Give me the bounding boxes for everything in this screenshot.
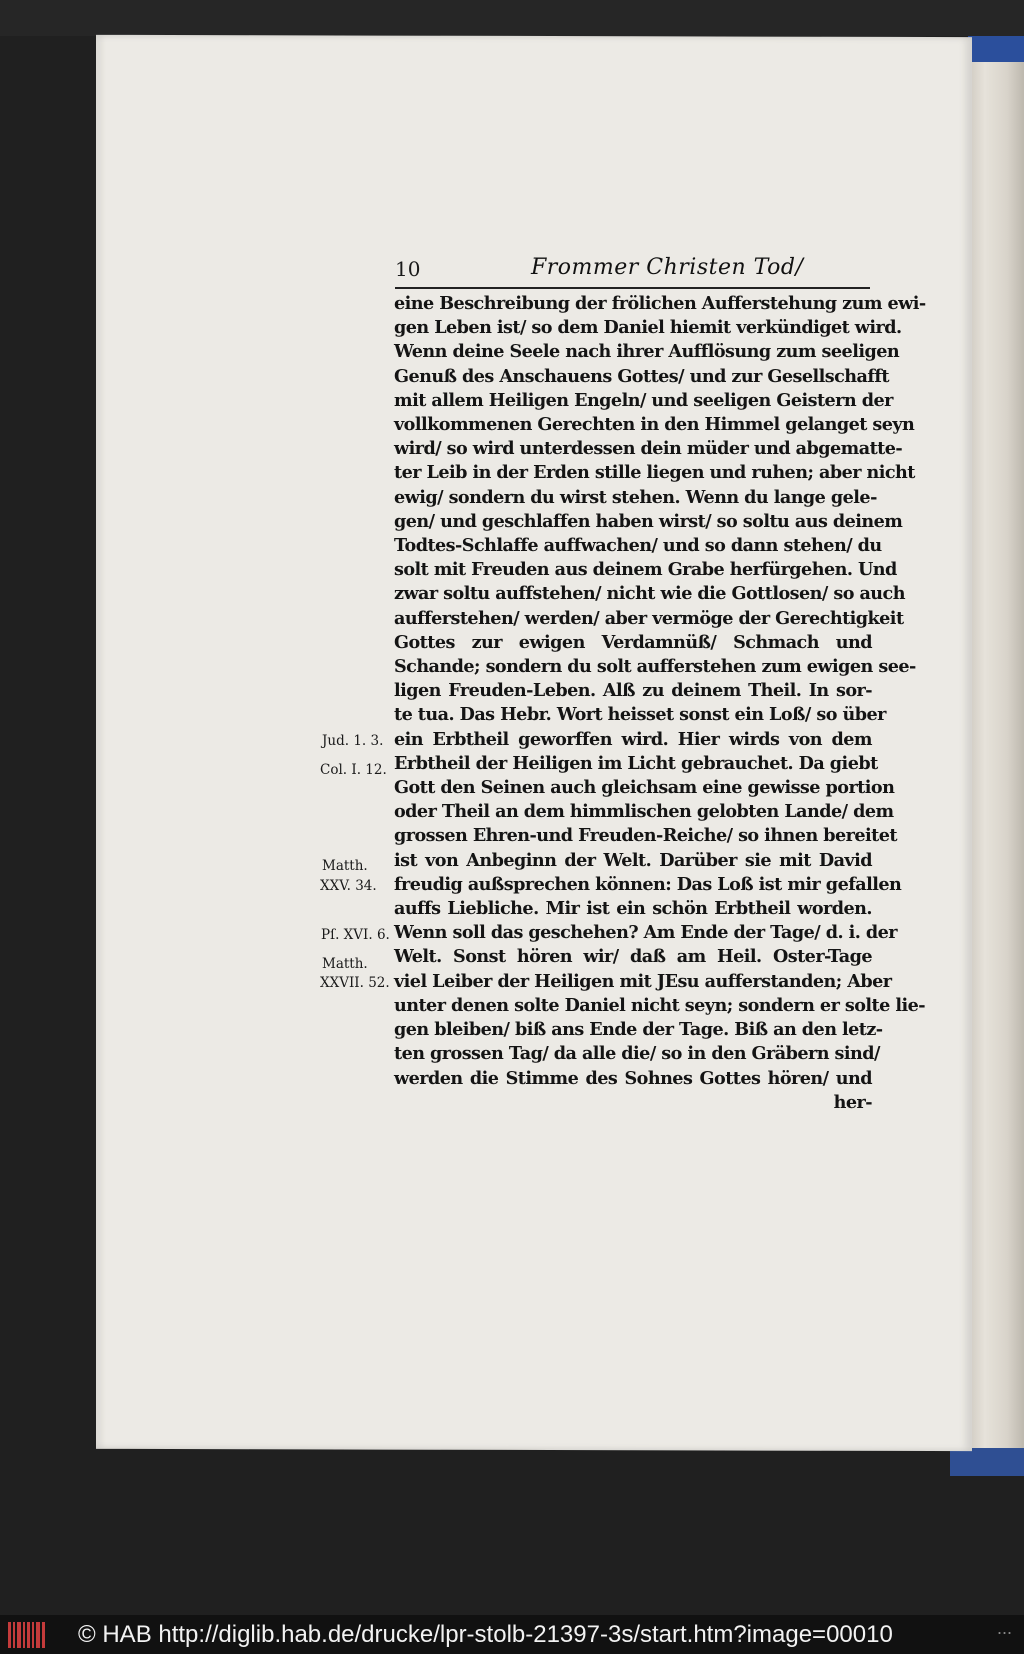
- margin-reference: Pſ. XVI. 6.: [321, 927, 390, 943]
- text-line: mit allem Heiligen Engeln/ und seeligen Geistern der: [394, 389, 893, 411]
- text-line: te tua. Das Hebr. Wort heisset sonst ein Loß/ so über: [394, 704, 886, 726]
- text-line: Todtes-Schlaffe auffwachen/ und so dann stehen/ du: [394, 535, 882, 557]
- text-line: unter denen solte Daniel nicht seyn; sondern er solte lie-: [394, 994, 925, 1016]
- text-line: Welt. Sonst hören wir/ daß am Heil. Oster-Tage: [394, 946, 872, 968]
- text-line: aufferstehen/ werden/ aber vermöge der Gerechtigkeit: [394, 607, 904, 629]
- margin-reference: XXVII. 52.: [320, 975, 390, 991]
- book-cover-bottom: [950, 1448, 1024, 1476]
- page-header: [395, 255, 870, 289]
- margin-reference: Jud. 1. 3.: [322, 733, 384, 749]
- text-line: ewig/ sondern du wirst stehen. Wenn du lange gele-: [394, 486, 877, 508]
- text-line: ist von Anbeginn der Welt. Darüber sie mit David: [394, 849, 872, 871]
- text-line: oder Theil an dem himmlischen gelobten Lande/ dem: [394, 801, 894, 823]
- text-line: gen/ und geschlaffen haben wirst/ so soltu aus deinem: [394, 510, 903, 532]
- scanner-top-strip: [0, 0, 1024, 36]
- text-line: grossen Ehren-und Freuden-Reiche/ so ihnen bereitet: [394, 825, 897, 847]
- text-line: zwar soltu auffstehen/ nicht wie die Gottlosen/ so auch: [394, 583, 905, 605]
- text-line: ein Erbtheil geworffen wird. Hier wirds von dem: [394, 728, 872, 750]
- text-line: freudig außsprechen können: Das Loß ist mir gefallen: [394, 873, 902, 895]
- margin-reference: Col. I. 12.: [320, 762, 387, 778]
- book-cover-top: [968, 36, 1024, 62]
- text-line: gen Leben ist/ so dem Daniel hiemit verkündiget wird.: [394, 317, 902, 339]
- margin-reference: Matth.: [322, 956, 368, 972]
- text-line: gen bleiben/ biß ans Ende der Tage. Biß an den letz-: [394, 1019, 883, 1041]
- text-line: Erbtheil der Heiligen im Licht gebrauchet. Da giebt: [394, 752, 878, 774]
- running-title: Frommer Christen Tod/: [531, 255, 804, 280]
- text-line: Schande; sondern du solt aufferstehen zum ewigen see-: [394, 656, 916, 678]
- header-rule: [395, 287, 870, 289]
- page-number: 10: [395, 257, 421, 281]
- text-line: vollkommenen Gerechten in den Himmel gelanget seyn: [394, 414, 915, 436]
- barcode-icon: [6, 1620, 48, 1650]
- text-line: Wenn soll das geschehen? Am Ende der Tage/ d. i. der: [394, 922, 898, 944]
- text-line: ligen Freuden-Leben. Alß zu deinem Theil. In sor-: [394, 680, 872, 702]
- text-line: auffs Liebliche. Mir ist ein schön Erbtheil worden.: [394, 898, 872, 920]
- margin-reference: Matth.: [322, 858, 368, 874]
- text-line: eine Beschreibung der frölichen Aufferstehung zum ewi-: [394, 293, 926, 314]
- footer-copyright-url[interactable]: © HAB http://diglib.hab.de/drucke/lpr-stolb-21397-3s/start.htm?image=00010: [78, 1621, 893, 1648]
- footer-bar: [0, 1615, 1024, 1654]
- body-text: [394, 292, 926, 1115]
- footer-more[interactable]: ...: [996, 1618, 1012, 1638]
- text-line: solt mit Freuden aus deinem Grabe herfürgehen. Und: [394, 559, 897, 581]
- text-line: Gottes zur ewigen Verdamnüß/ Schmach und: [394, 631, 872, 653]
- text-line: ter Leib in der Erden stille liegen und ruhen; aber nicht: [394, 462, 915, 484]
- text-line: ten grossen Tag/ da alle die/ so in den Gräbern sind/: [394, 1043, 880, 1065]
- margin-reference: XXV. 34.: [320, 878, 377, 894]
- text-line: her-: [833, 1091, 872, 1113]
- text-line: wird/ so wird unterdessen dein müder und abgematte-: [394, 438, 903, 460]
- text-line: werden die Stimme des Sohnes Gottes hören/ und: [394, 1067, 872, 1089]
- text-line: Gott den Seinen auch gleichsam eine gewisse portion: [394, 777, 895, 799]
- book-page-edges: [968, 40, 1024, 1470]
- text-line: viel Leiber der Heiligen mit JEsu aufferstanden; Aber: [394, 970, 892, 992]
- text-line: Genuß des Anschauens Gottes/ und zur Gesellschafft: [394, 365, 889, 387]
- text-line: Wenn deine Seele nach ihrer Aufflösung zum seeligen: [394, 341, 900, 363]
